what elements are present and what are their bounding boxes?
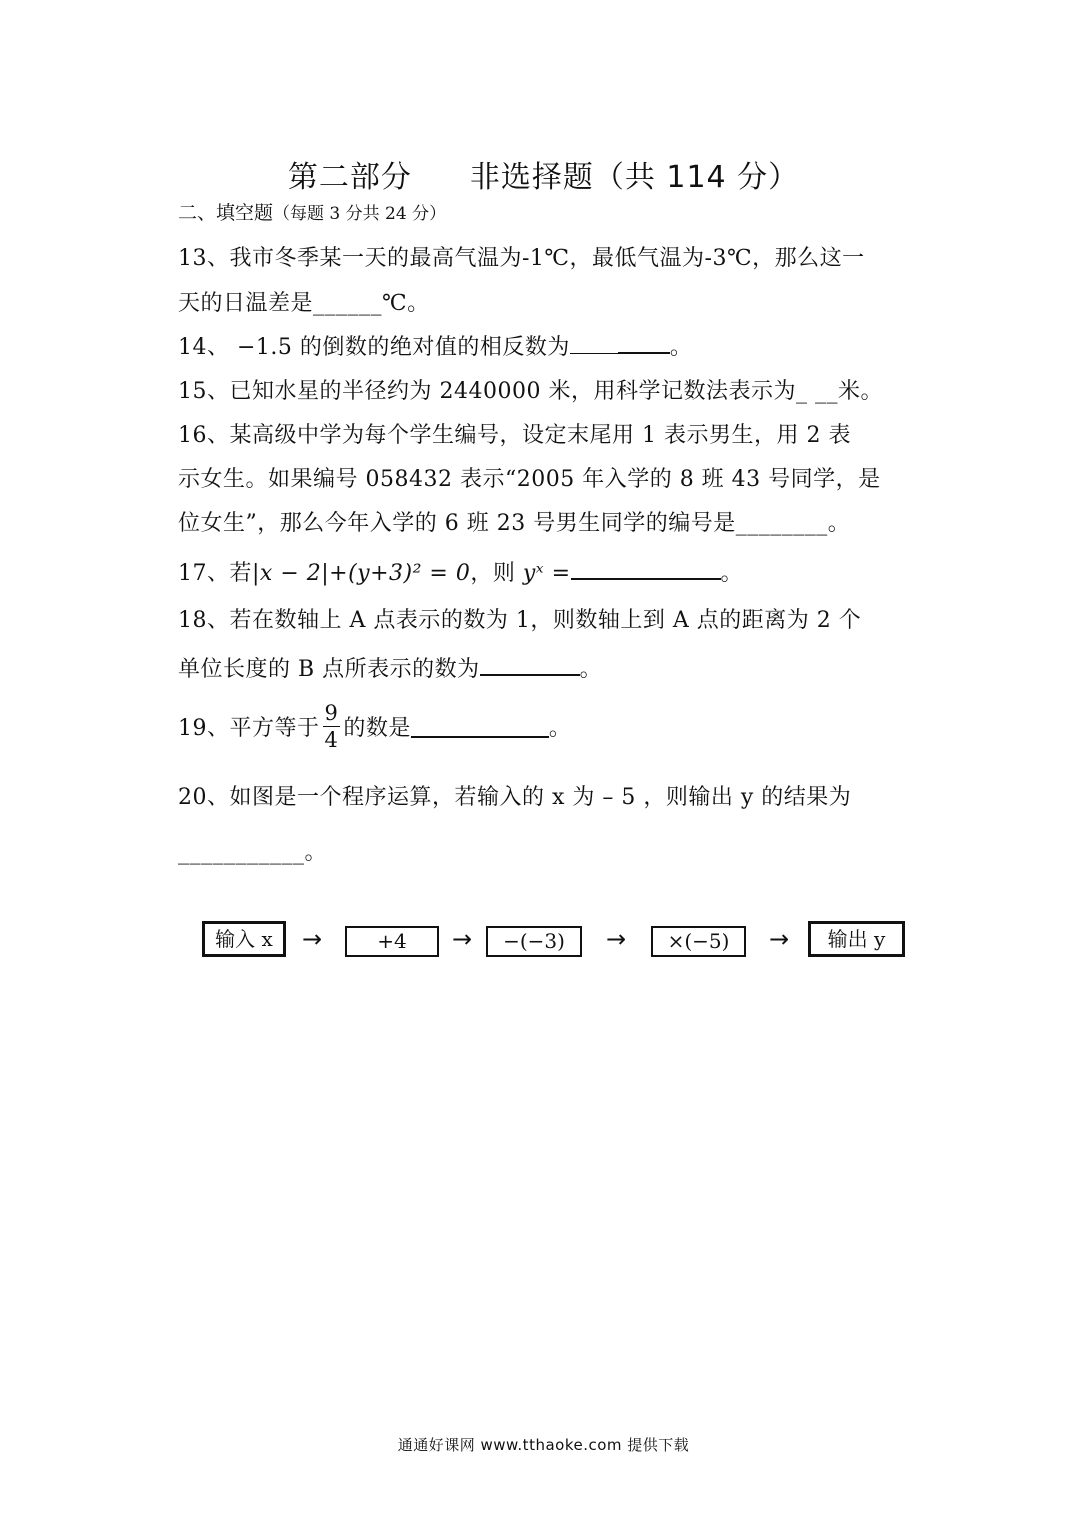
q13-line2: 天的日温差是______℃。 (178, 291, 430, 316)
q20-line2: ___________。 (178, 840, 328, 865)
q14-blank (618, 332, 670, 354)
q16-line2: 示女生。如果编号 058432 表示“2005 年入学的 8 班 43 号同学，是 (178, 467, 881, 492)
q19-fraction: $\frac{9}{4}$ (324, 701, 339, 752)
arrow-icon: → (769, 925, 790, 953)
arrow-icon: → (606, 925, 627, 953)
section-note: （每题 3 分共 24 分） (273, 204, 447, 224)
q16-line3: 位女生”，那么今年入学的 6 班 23 号男生同学的编号是________。 (178, 511, 851, 536)
q15: 15、已知水星的半径约为 2440000 米，用科学记数法表示为_ __米。 (178, 379, 883, 404)
q19: 19、平方等于 $\frac{9}{4}$ 的数是 。 (178, 701, 572, 752)
flow-step2-box: −(−3) (486, 926, 582, 957)
flow-output-box: 输出 y (808, 921, 905, 957)
flow-step3-box: ×(−5) (651, 926, 746, 957)
page-title (0, 152, 1087, 196)
section-heading: 二、填空题（每题 3 分共 24 分） (178, 202, 447, 224)
title-part: 第二部分 (287, 160, 412, 195)
q18-line1: 18、若在数轴上 A 点表示的数为 1，则数轴上到 A 点的距离为 2 个 (178, 608, 862, 633)
q17-blank (571, 558, 721, 580)
q14: 14、 −1.5 的倒数的绝对值的相反数为 。 (178, 330, 692, 361)
q13-line1: 13、我市冬季某一天的最高气温为-1℃，最低气温为-3℃，那么这一 (178, 246, 865, 271)
q18-blank (480, 654, 580, 676)
q20-line1: 20、如图是一个程序运算，若输入的 x 为 – 5 ，则输出 y 的结果为 (178, 785, 852, 810)
q19-blank (411, 716, 549, 738)
q17-expression: |x − 2|+(y+3)² = 0 (252, 561, 471, 586)
q16-line1: 16、某高级中学为每个学生编号，设定末尾用 1 表示男生，用 2 表 (178, 423, 851, 448)
arrow-icon: → (452, 925, 473, 953)
q14-blank-thin (570, 333, 618, 354)
arrow-icon: → (302, 925, 323, 953)
footer-credit: 通通好课网 www.tthaoke.com 提供下载 (397, 1436, 690, 1454)
q17-power: yˣ = (522, 561, 571, 586)
q17: 17、若|x − 2|+(y+3)² = 0，则 yˣ = 。 (178, 556, 743, 587)
title-name: 非选择题（共 114 分） (469, 160, 800, 195)
flow-step1-box: +4 (345, 926, 439, 957)
flow-input-box: 输入 x (202, 921, 286, 957)
q18-line2: 单位长度的 B 点所表示的数为 。 (178, 652, 602, 683)
